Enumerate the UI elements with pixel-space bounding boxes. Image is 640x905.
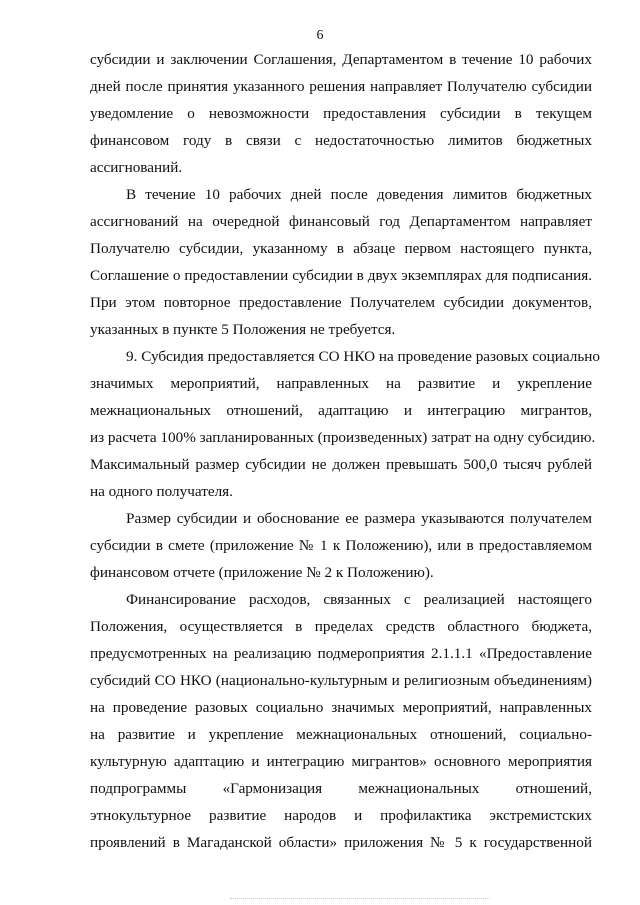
text-line: значимых мероприятий, направленных на развитие и укрепление <box>90 375 592 392</box>
text-line: на проведение разовых социально значимых мероприятий, направленных <box>90 699 592 716</box>
text-line: Соглашение о предоставлении субсидии в двух экземплярах для подписания. <box>90 267 592 284</box>
text-line: Получателю субсидии, указанному в абзаце первом настоящего пункта, <box>90 240 592 257</box>
text-line: уведомление о невозможности предоставления субсидии в текущем <box>90 105 592 122</box>
text-line: культурную адаптацию и интеграцию мигрантов» основного мероприятия <box>90 753 592 770</box>
page-number: 6 <box>316 28 324 43</box>
text-line: межнациональных отношений, адаптацию и интеграцию мигрантов, <box>90 402 592 419</box>
text-line: субсидии в смете (приложение № 1 к Положению), или в предоставляемом <box>90 537 592 554</box>
text-line: Максимальный размер субсидии не должен превышать 500,0 тысяч рублей <box>90 456 592 473</box>
scan-artifact <box>230 897 490 899</box>
text-line: ассигнований. <box>90 159 183 176</box>
text-line: указанных в пункте 5 Положения не требуется. <box>90 321 396 338</box>
text-line: предусмотренных на реализацию подмероприятия 2.1.1.1 «Предоставление <box>90 645 592 662</box>
text-line: финансовом году в связи с недостаточностью лимитов бюджетных <box>90 132 592 149</box>
text-line: финансовом отчете (приложение № 2 к Положению). <box>90 564 434 581</box>
text-line: субсидий СО НКО (национально-культурным и религиозным объединениям) <box>90 672 592 689</box>
text-line: подпрограммы «Гармонизация межнациональных отношений, <box>90 780 592 797</box>
text-line: на развитие и укрепление межнациональных отношений, социально- <box>90 726 592 743</box>
text-line: В течение 10 рабочих дней после доведения лимитов бюджетных <box>126 186 592 203</box>
text-line: 9. Субсидия предоставляется СО НКО на проведение разовых социально <box>126 348 600 365</box>
text-line: проявлений в Магаданской области» приложения № 5 к государственной <box>90 834 592 851</box>
text-line: дней после принятия указанного решения направляет Получателю субсидии <box>90 78 592 95</box>
text-line: При этом повторное предоставление Получателем субсидии документов, <box>90 294 592 311</box>
text-line: на одного получателя. <box>90 483 233 500</box>
text-line: этнокультурное развитие народов и профилактика экстремистских <box>90 807 592 824</box>
text-line: субсидии и заключении Соглашения, Департаментом в течение 10 рабочих <box>90 51 592 68</box>
text-line: из расчета 100% запланированных (произведенных) затрат на одну субсидию. <box>90 429 596 446</box>
text-line: Размер субсидии и обоснование ее размера указываются получателем <box>126 510 592 527</box>
text-line: ассигнований на очередной финансовый год Департаментом направляет <box>90 213 592 230</box>
text-line: Финансирование расходов, связанных с реализацией настоящего <box>126 591 592 608</box>
text-line: Положения, осуществляется в пределах средств областного бюджета, <box>90 618 592 635</box>
